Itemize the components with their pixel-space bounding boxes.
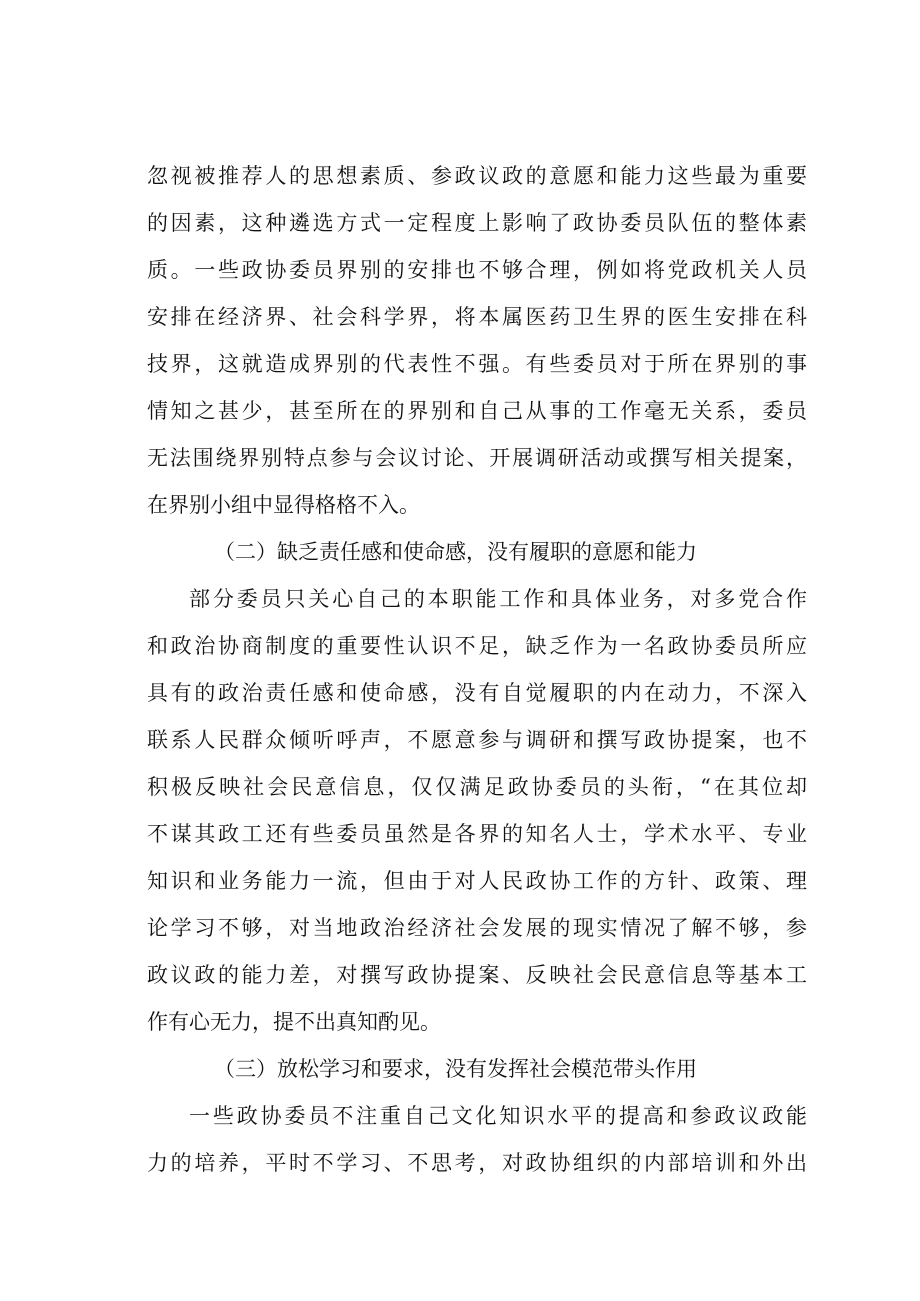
heading-text: （三）放松学习和要求，没有发挥社会模范带头作用 [214,1057,697,1081]
text-line: 论学习不够，对当地政治经济社会发展的现实情况了解不够，参 [147,916,807,940]
text-line: 无法围绕界别特点参与会议讨论、开展调研活动或撰写相关提案， [147,446,807,470]
paragraph [147,153,807,529]
section-heading [147,1046,807,1093]
text-line: 安排在经济界、社会科学界，将本属医药卫生界的医生安排在科 [147,305,807,329]
text-line: 情知之甚少，甚至所在的界别和自己从事的工作毫无关系，委员 [147,399,807,423]
text-line: 不谋其政工还有些委员虽然是各界的知名人士，学术水平、专业 [147,822,807,846]
text-line: 积极反映社会民意信息，仅仅满足政协委员的头衔，“在其位却 [147,775,807,799]
text-line: 一些政协委员不注重自己文化知识水平的提高和参政议政能 [189,1104,807,1128]
text-line: 部分委员只关心自己的本职能工作和具体业务，对多党合作 [189,587,807,611]
text-line: 具有的政治责任感和使命感，没有自觉履职的内在动力，不深入 [147,681,807,705]
document-body [147,153,807,1187]
text-line: 政议政的能力差，对撰写政协提案、反映社会民意信息等基本工 [147,963,807,987]
paragraph [147,1093,807,1187]
text-line: 作有心无力，提不出真知酌见。 [147,1010,441,1034]
text-line: 联系人民群众倾听呼声，不愿意参与调研和撰写政协提案，也不 [147,728,807,752]
text-line: 质。一些政协委员界别的安排也不够合理，例如将党政机关人员 [147,258,807,282]
text-line: 技界，这就造成界别的代表性不强。有些委员对于所在界别的事 [147,352,807,376]
text-line: 忽视被推荐人的思想素质、参政议政的意愿和能力这些最为重要 [147,164,807,188]
text-line: 在界别小组中显得格格不入。 [147,493,420,517]
text-line: 和政治协商制度的重要性认识不足，缺乏作为一名政协委员所应 [147,634,807,658]
text-line: 知识和业务能力一流，但由于对人民政协工作的方针、政策、理 [147,869,807,893]
paragraph [147,576,807,1046]
section-heading [147,529,807,576]
text-line: 的因素，这种遴选方式一定程度上影响了政协委员队伍的整体素 [147,211,807,235]
text-line: 力的培养，平时不学习、不思考，对政协组织的内部培训和外出 [147,1151,807,1175]
heading-text: （二）缺乏责任感和使命感，没有履职的意愿和能力 [214,540,697,564]
